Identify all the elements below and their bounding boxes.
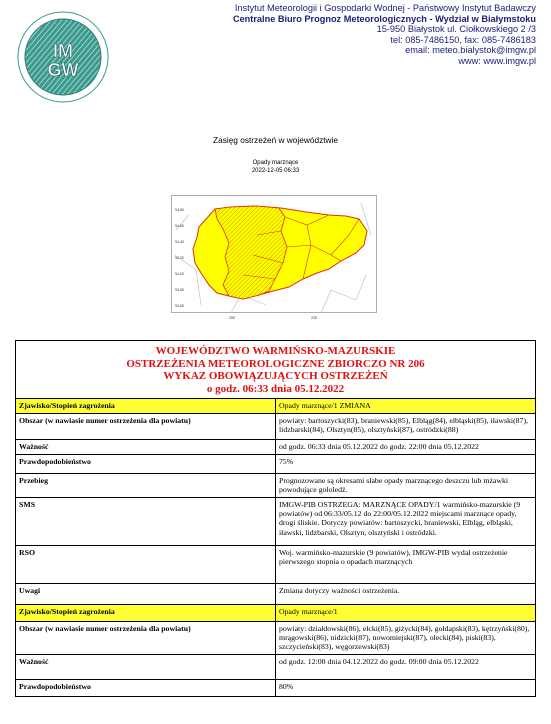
- imgw-logo: [14, 8, 112, 106]
- phone-fax: tel: 085-7486150, fax: 085-7486183: [390, 34, 536, 45]
- header-warning-number: OSTRZEŻENIA METEOROLOGICZNE ZBIORCZO NR 206: [126, 357, 425, 370]
- map-date: 2022-12-05 06:33: [251, 167, 300, 174]
- row-value: od godz. 06:33 dnia 05.12.2022 do godz. 22:00 dnia 05.12.2022: [276, 439, 536, 454]
- table-header-row: [16, 341, 536, 399]
- table-row: [16, 454, 536, 473]
- row-value: 75%: [276, 454, 536, 473]
- row-value: Opady marznące/1 ZMIANA: [276, 399, 536, 413]
- address: 15-950 Białystok ul. Ciołkowskiego 2 /3: [376, 24, 536, 35]
- row-label: Prawdopodobieństwo: [16, 679, 276, 696]
- row-label: Obszar (w nawiasie numer ostrzeżenia dla powiatu): [16, 621, 276, 654]
- header-issue-time: o godz. 06:33 dnia 05.12.2022: [206, 382, 345, 395]
- row-label: Ważność: [16, 654, 276, 679]
- institution-header: [233, 3, 536, 67]
- row-label: Uwagi: [16, 583, 276, 604]
- row-label: Obszar (w nawiasie numer ostrzeżenia dla powiatu): [16, 413, 276, 439]
- lon-label: 20E: [229, 316, 236, 320]
- logo-text-bottom: GW: [47, 60, 79, 80]
- row-value: Zmiana dotyczy ważności ostrzeżenia.: [276, 583, 536, 604]
- lat-label: 54.20: [175, 256, 184, 260]
- table-row: [16, 497, 536, 545]
- row-label: Ważność: [16, 439, 276, 454]
- table-row: [16, 473, 536, 497]
- table-row: [16, 604, 536, 621]
- lon-label: 22E: [311, 316, 318, 320]
- lat-label: 53.80: [175, 288, 184, 292]
- table-row: [16, 545, 536, 583]
- range-title: Zasięg ostrzeżeń w województwie: [213, 135, 338, 145]
- bureau-name: Centralne Biuro Prognoz Meteorologicznych - Wydział w Białymstoku: [232, 13, 536, 24]
- lat-label: 54.80: [175, 208, 184, 212]
- table-row: [16, 654, 536, 679]
- table-row: [16, 583, 536, 604]
- email: email: meteo.bialystok@imgw.pl: [405, 45, 536, 56]
- row-label: RSO: [16, 545, 276, 583]
- warnings-table: [15, 340, 536, 697]
- row-value: IMGW-PIB OSTRZEGA: MARZNĄCE OPADY/1 warmińsko-mazurskie (9 powiatów) od 06:33/05.12 do 22:00/05.12.2022 miejscami marznące opady, drogi śliskie. Dotyczy powiatów: bartoszycki, braniewski, Elbląg, elbląski, iławski, lidzbarski, Olsztyn, olsztyński i ostródzki.: [276, 497, 536, 545]
- map-caption: [0, 160, 551, 175]
- row-value: Prognozowane są okresami słabe opady marznącego deszczu lub mżawki powodujące gołoledź.: [276, 473, 536, 497]
- header-list-title: WYKAZ OBOWIĄZUJĄCYCH OSTRZEŻEŃ: [163, 370, 388, 383]
- lat-label: 53.60: [175, 304, 184, 308]
- row-label: Zjawisko/Stopień zagrożenia: [16, 399, 276, 413]
- table-row: [16, 439, 536, 454]
- row-value: powiaty: działdowski(86), ełcki(85), giżycki(84), gołdapski(83), kętrzyński(80), mrągowski(86), nidzicki(87), nowomiejski(87), olecki(84), piski(83), szczycieński(83), węgorzewski(83): [276, 621, 536, 654]
- header-voivodeship: WOJEWÓDZTWO WARMIŃSKO-MAZURSKIE: [155, 345, 396, 357]
- lat-label: 54.60: [175, 224, 184, 228]
- row-value: Opady marznące/1: [276, 604, 536, 621]
- row-value: od godz. 12:00 dnia 04.12.2022 do godz. 09:00 dnia 05.12.2022: [276, 654, 536, 679]
- map-title: Opady marznące: [252, 160, 299, 166]
- logo-text-top: IM: [53, 41, 73, 61]
- table-header: [16, 341, 536, 399]
- row-label: Przebieg: [16, 473, 276, 497]
- table-row: [16, 413, 536, 439]
- row-value: powiaty: bartoszycki(83), braniewski(85), Elbląg(84), elbląski(85), iławski(87), lidzbarski(84), Olsztyn(85), olsztyński(87), ostródzki(88): [276, 413, 536, 439]
- warning-map: [171, 195, 377, 325]
- row-label: Zjawisko/Stopień zagrożenia: [16, 604, 276, 621]
- row-value: 80%: [276, 679, 536, 696]
- table-row: [16, 679, 536, 696]
- institute-name: Instytut Meteorologii i Gospodarki Wodnej - Państwowy Instytut Badawczy: [234, 3, 536, 13]
- lat-label: 54.40: [175, 240, 184, 244]
- table-row: [16, 621, 536, 654]
- lat-label: 54.00: [175, 272, 184, 276]
- table-row: [16, 399, 536, 413]
- website: www: www.imgw.pl: [458, 55, 536, 66]
- row-label: Prawdopodobieństwo: [16, 454, 276, 473]
- row-value: Woj. warmińsko-mazurskie (9 powiatów), IMGW-PIB wydał ostrzeżenie pierwszego stopnia o opadach marznących: [276, 545, 536, 583]
- row-label: SMS: [16, 497, 276, 545]
